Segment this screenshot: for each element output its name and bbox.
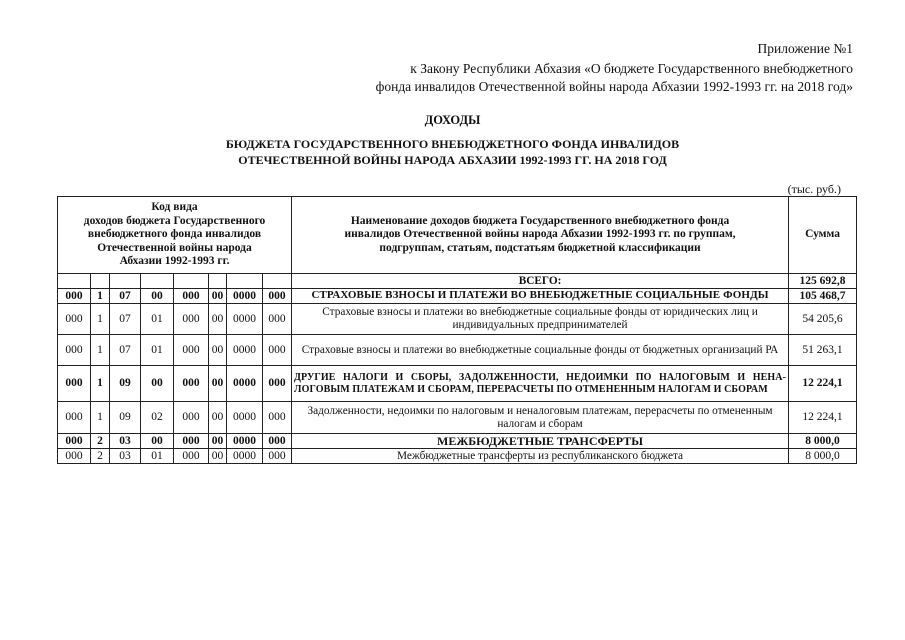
code-cell: 07 [110, 304, 141, 335]
code-header-line: доходов бюджета Государственного [83, 214, 266, 227]
code-cell: 00 [141, 289, 174, 304]
code-cell: 01 [141, 335, 174, 366]
code-cell: 0000 [227, 402, 263, 434]
code-cell: 1 [91, 335, 110, 366]
sum-column-header: Сумма [789, 197, 857, 274]
code-cell: 000 [263, 449, 292, 464]
code-cell: 000 [58, 434, 91, 449]
code-cell: 09 [110, 366, 141, 402]
code-cell: 000 [174, 366, 209, 402]
total-row [58, 274, 857, 289]
code-cell: 000 [58, 304, 91, 335]
code-cell: 000 [263, 335, 292, 366]
table-row [58, 304, 857, 335]
code-cell: 000 [263, 289, 292, 304]
table-row [58, 434, 857, 449]
row-amount: 12 224,1 [789, 366, 857, 402]
code-cell: 000 [174, 402, 209, 434]
unit-label: (тыс. руб.) [787, 182, 841, 196]
row-name: ДРУГИЕ НАЛОГИ И СБОРЫ, ЗАДОЛЖЕННОСТИ, НЕДОИМКИ ПО НАЛОГОВЫМ И НЕНА-ЛОГОВЫМ ПЛАТЕЖАМ И СБОРАМ, ПЕРЕРАСЧЕТЫ ПО ОТМЕНЕННЫМ НАЛОГАМ И СБОРАМ [292, 366, 789, 402]
code-cell: 0000 [227, 289, 263, 304]
code-header-line: Код вида [151, 201, 198, 214]
code-cell: 1 [91, 402, 110, 434]
code-cell: 00 [209, 402, 227, 434]
code-column-header [58, 197, 292, 274]
revenue-table [57, 196, 857, 464]
code-cell: 01 [141, 449, 174, 464]
table-row [58, 402, 857, 434]
code-cell: 000 [58, 289, 91, 304]
code-cell: 1 [91, 289, 110, 304]
code-cell: 00 [209, 366, 227, 402]
code-cell: 2 [91, 434, 110, 449]
code-cell: 1 [91, 366, 110, 402]
code-cell: 1 [91, 304, 110, 335]
row-amount: 12 224,1 [789, 402, 857, 434]
table-header-row [58, 197, 857, 274]
code-cell: 000 [263, 434, 292, 449]
total-label: ВСЕГО: [292, 274, 789, 289]
code-cell: 000 [174, 434, 209, 449]
name-header-line: инвалидов Отечественной войны народа Абхазии 1992-1993 гг. по группам, [344, 228, 736, 241]
appendix-label: Приложение №1 [757, 41, 853, 56]
code-cell: 00 [209, 304, 227, 335]
document-subtitle-line-2: ОТЕЧЕСТВЕННОЙ ВОЙНЫ НАРОДА АБХАЗИИ 1992-1993 ГГ. НА 2018 ГОД [238, 153, 667, 167]
code-cell: 000 [263, 304, 292, 335]
code-cell: 000 [58, 335, 91, 366]
row-amount: 8 000,0 [789, 449, 857, 464]
code-cell: 000 [58, 366, 91, 402]
law-reference-line-1: к Закону Республики Абхазия «О бюджете Государственного внебюджетного [410, 61, 853, 76]
name-column-header [292, 197, 789, 274]
code-cell: 0000 [227, 366, 263, 402]
code-header-line: внебюджетного фонда инвалидов [87, 228, 262, 241]
code-cell: 0000 [227, 449, 263, 464]
row-name: Страховые взносы и платежи во внебюджетные социальные фонды от бюджетных организаций РА [292, 335, 789, 366]
table-row [58, 289, 857, 304]
code-cell: 000 [263, 366, 292, 402]
code-cell: 00 [209, 335, 227, 366]
name-header-line: Наименование доходов бюджета Государственного внебюджетного фонда [350, 214, 730, 227]
row-amount: 54 205,6 [789, 304, 857, 335]
row-name: МЕЖБЮДЖЕТНЫЕ ТРАНСФЕРТЫ [292, 434, 789, 449]
table-row [58, 335, 857, 366]
code-cell: 02 [141, 402, 174, 434]
code-cell: 000 [174, 335, 209, 366]
code-cell: 000 [174, 449, 209, 464]
name-header-line: подгруппам, статьям, подстатьям бюджетной классификации [379, 241, 701, 254]
code-cell: 07 [110, 289, 141, 304]
document-title: ДОХОДЫ [424, 113, 481, 127]
code-cell: 00 [209, 434, 227, 449]
code-cell: 00 [209, 449, 227, 464]
code-header-line: Абхазии 1992-1993 гг. [119, 255, 230, 268]
code-cell: 03 [110, 434, 141, 449]
code-cell: 000 [58, 449, 91, 464]
code-cell: 07 [110, 335, 141, 366]
document-subtitle-line-1: БЮДЖЕТА ГОСУДАРСТВЕННОГО ВНЕБЮДЖЕТНОГО ФОНДА ИНВАЛИДОВ [225, 137, 680, 151]
code-cell: 00 [141, 434, 174, 449]
code-cell: 00 [209, 289, 227, 304]
row-amount: 51 263,1 [789, 335, 857, 366]
row-amount: 105 468,7 [789, 289, 857, 304]
code-cell: 000 [174, 289, 209, 304]
code-cell: 000 [58, 402, 91, 434]
code-header-line: Отечественной войны народа [97, 241, 252, 254]
row-amount: 8 000,0 [789, 434, 857, 449]
row-name: Страховые взносы и платежи во внебюджетные социальные фонды от юридических лиц и индивидуальных предпринимателей [292, 304, 789, 335]
code-cell: 09 [110, 402, 141, 434]
row-name: Задолженности, недоимки по налоговым и неналоговым платежам, перерасчеты по отмененным налогам и сборам [292, 402, 789, 434]
law-reference-line-2: фонда инвалидов Отечественной войны народа Абхазии 1992-1993 гг. на 2018 год» [375, 79, 853, 94]
code-cell: 000 [174, 304, 209, 335]
code-cell: 03 [110, 449, 141, 464]
code-cell: 0000 [227, 304, 263, 335]
row-name: Межбюджетные трансферты из республиканского бюджета [292, 449, 789, 464]
code-cell: 2 [91, 449, 110, 464]
table-row [58, 449, 857, 464]
code-cell: 0000 [227, 434, 263, 449]
table-row [58, 366, 857, 402]
code-cell: 0000 [227, 335, 263, 366]
code-cell: 00 [141, 366, 174, 402]
row-name: СТРАХОВЫЕ ВЗНОСЫ И ПЛАТЕЖИ ВО ВНЕБЮДЖЕТНЫЕ СОЦИАЛЬНЫЕ ФОНДЫ [292, 289, 789, 304]
total-amount: 125 692,8 [789, 274, 857, 289]
code-cell: 000 [263, 402, 292, 434]
code-cell: 01 [141, 304, 174, 335]
